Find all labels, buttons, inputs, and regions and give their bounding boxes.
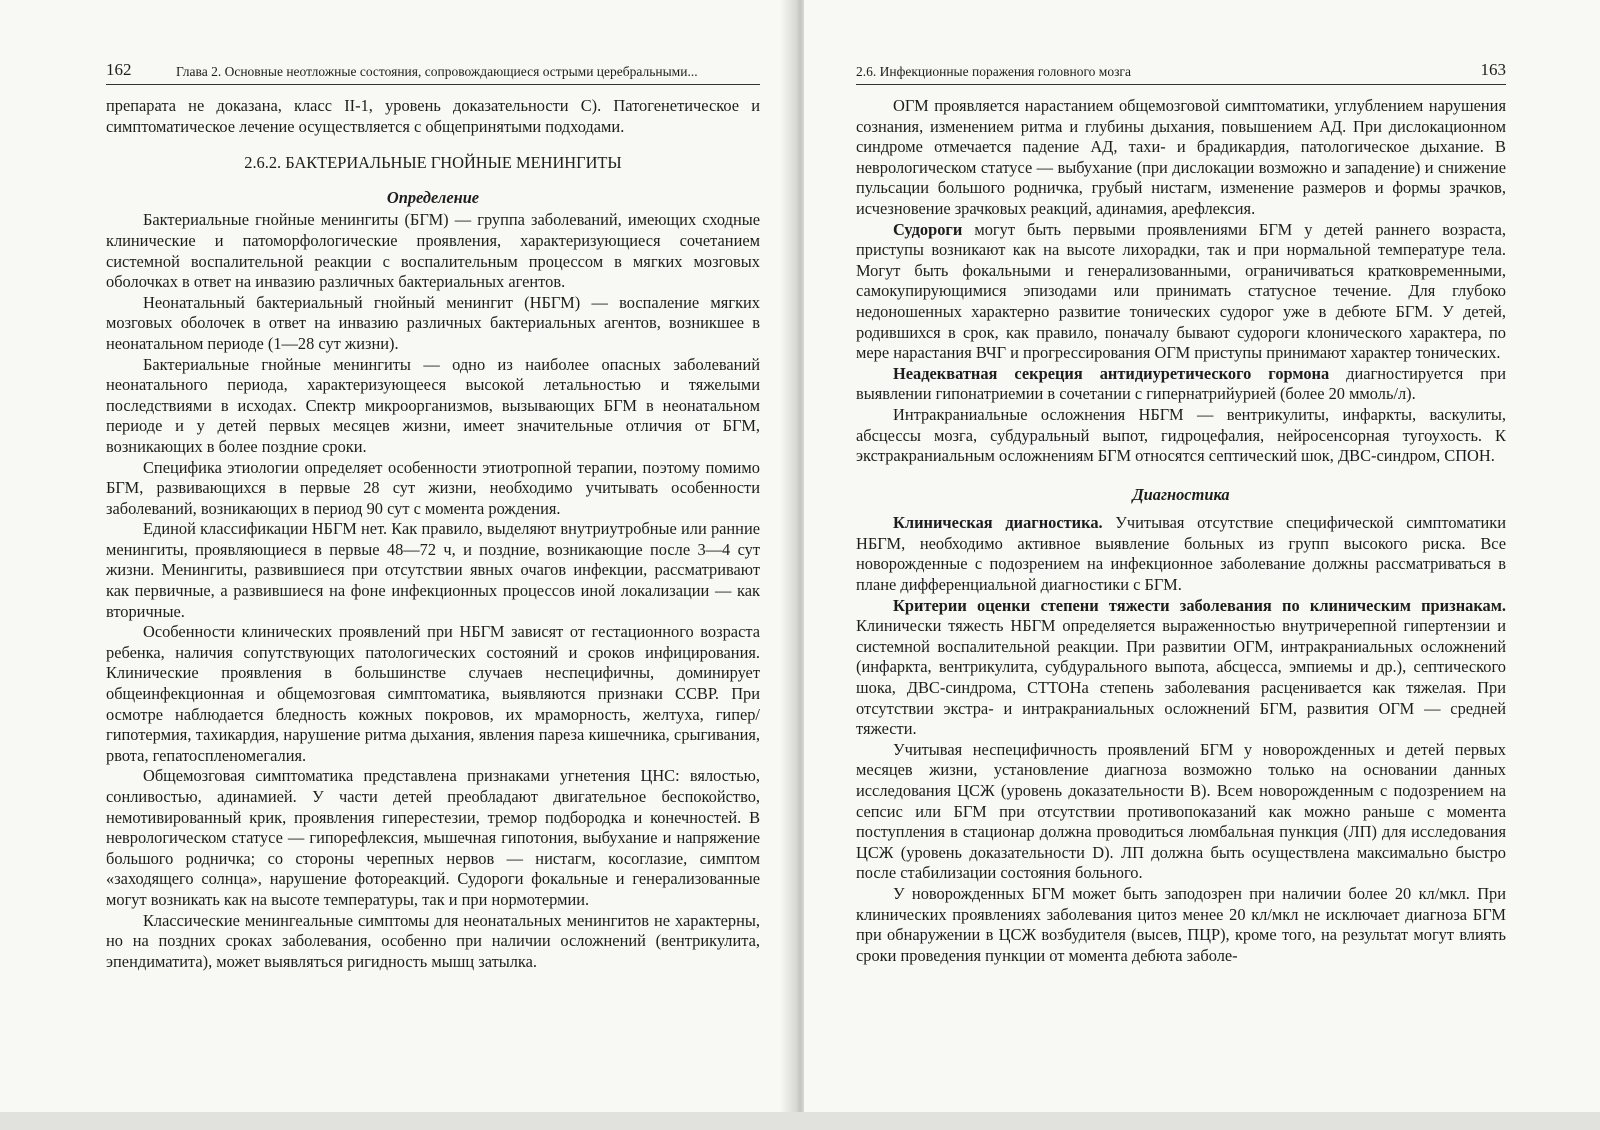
bold-term: Неадекватная секреция антидиуретического гормона: [893, 363, 1330, 383]
bold-term: Судороги: [893, 219, 963, 239]
left-page: [0, 0, 796, 1130]
paragraph: Бактериальные гнойные менингиты (БГМ) — группа заболеваний, имеющих сходные клинические и патоморфологические проявления, характеризующиеся сочетанием системной воспалительной реакции с воспалительным процессом в мягких мозговых оболочках в ответ на инвазию различных бактериальных агентов.: [106, 210, 760, 292]
paragraph: [856, 364, 1506, 405]
paragraph: [856, 513, 1506, 595]
paragraph-text: Учитывая отсутствие специфической симптоматики НБГМ, необходимо активное выявление больных из групп высокого риска. Все новорожденные с подозрением на инфекционное заболевание должны рассматриваться в плане дифференциальной диагностики с БГМ.: [856, 513, 1506, 595]
left-page-number: 162: [106, 60, 132, 79]
paragraph-text: Клинически тяжесть НБГМ определяется выраженностью внутричерепной гипертензии и системной воспалительной реакции. При развитии ОГМ, интракраниальных осложнений (инфаркта, вентрикулита, субдурального выпота, абсцесса, эмпиемы и др.), септического шока, ДВС-синдрома, СТТОНа степень заболевания расценивается как тяжелая. При отсутствии экстра- и интракраниальных осложнений БГМ, развития ОГМ — средней тяжести.: [856, 616, 1506, 739]
paragraph: Особенности клинических проявлений при НБГМ зависят от гестационного возраста ребенка, наличия сопутствующих патологических состояний и сроков инфицирования. Клинические проявления в большинстве случаев неспецифичны, доминирует общеинфекционная и общемозговая симптоматика, выявляются признаки ССВР. При осмотре наблюдается бледность кожных покровов, их мраморность, желтуха, гипер/гипотермия, тахикардия, нарушение ритма дыхания, явления пареза кишечника, срыгивания, рвота, гепатоспленомегалия.: [106, 622, 760, 765]
subheading-diagnostics: Диагностика: [1132, 484, 1230, 504]
bold-term: Клиническая диагностика.: [893, 513, 1103, 533]
paragraph: препарата не доказана, класс II-1, уровень доказательности С). Патогенетическое и симптоматическое лечение осуществляется с общепринятыми подходами.: [106, 96, 760, 136]
section-title: 2.6.2. БАКТЕРИАЛЬНЫЕ ГНОЙНЫЕ МЕНИНГИТЫ: [244, 153, 622, 173]
paragraph: Учитывая неспецифичность проявлений БГМ у новорожденных и детей первых месяцев жизни, установление диагноза возможно только на основании данных исследования ЦСЖ (уровень доказательности В). Всем новорожденным с подозрением на сепсис или БГМ при отсутствии противопоказаний как можно раньше с момента поступления в стационар должна проводиться люмбальная пункция (ЛП) для исследования ЦСЖ (уровень доказательности D). ЛП должна быть осуществлена максимально быстро после стабилизации состояния больного.: [856, 739, 1506, 883]
right-running-header: [856, 62, 1506, 85]
paragraph: У новорожденных БГМ может быть заподозрен при наличии более 20 кл/мкл. При клинических проявлениях заболевания цитоз менее 20 кл/мкл не исключает диагноза БГМ при обнаружении в ЦСЖ возбудителя (высев, ПЦР), кроме того, на результат могут влиять сроки проведения пункции от момента дебюта заболе-: [856, 883, 1506, 965]
paragraph: Общемозговая симптоматика представлена признаками угнетения ЦНС: вялостью, сонливостью, адинамией. У части детей преобладают двигательное беспокойство, немотивированный крик, проявления гиперестезии, тремор подбородка и конечностей. В неврологическом статусе — гипорефлексия, мышечная гипотония, выбухание и напряжение большого родничка; со стороны черепных нервов — нистагм, косоглазие, симптом «заходящего солнца», нарушение фотореакций. Судороги фокальные и генерализованные могут возникать как на высоте температуры, так и при нормотермии.: [106, 766, 760, 909]
left-body-text: [106, 96, 760, 972]
left-running-header: [106, 62, 760, 85]
left-running-head-text: Глава 2. Основные неотложные состояния, сопровождающиеся острыми церебральными...: [176, 64, 698, 79]
paragraph: [856, 220, 1506, 364]
right-page: [804, 0, 1600, 1130]
paragraph: ОГМ проявляется нарастанием общемозговой симптоматики, углублением нарушения сознания, изменением ритма и глубины дыхания, повышением АД. При дислокационном синдроме отмечается падение АД, тахи- и брадикардия, патологическое дыхание. В неврологическом статусе — выбухание (при дислокации возможно и западение) и снижение пульсации большого родничка, грубый нистагм, изменение размеров и формы зрачков, исчезновение зрачковых реакций, адинамия, арефлексия.: [856, 96, 1506, 218]
paragraph: Единой классификации НБГМ нет. Как правило, выделяют внутриутробные или ранние менингиты, проявляющиеся в первые 48—72 ч, и поздние, возникающие после 3—4 сут жизни. Менингиты, развившиеся при отсутствии явных очагов инфекции, рассматривают как первичные, а развившиеся на фоне инфекционных процессов иной локализации — как вторичные.: [106, 519, 760, 621]
paragraph: [856, 596, 1506, 740]
paragraph: Классические менингеальные симптомы для неонатальных менингитов не характерны, но на поздних сроках заболевания, особенно при наличии осложнений (вентрикулита, эпендиматита), может выявляться ригидность мышц затылка.: [106, 910, 760, 971]
right-page-number: 163: [1480, 60, 1506, 79]
paragraph-text: диагностируется при выявлении гипонатриемии в сочетании с гипернатрийурией (более 20 ммоль/л).: [856, 363, 1506, 404]
paragraph: Бактериальные гнойные менингиты — одно из наиболее опасных заболеваний неонатального периода, характеризующееся высокой летальностью и тяжелыми последствиями в исходах. Спектр микроорганизмов, вызывающих БГМ в неонатальном периоде и у детей первых месяцев жизни, имеет значительные отличия от БГМ, возникающих в более поздние сроки.: [106, 354, 760, 456]
scan-bottom-edge: [0, 1112, 1600, 1130]
paragraph: Специфика этиологии определяет особенности этиотропной терапии, поэтому помимо БГМ, развивающихся в первые 28 сут жизни, необходимо учитывать особенности заболеваний, возникающих в период 90 сут с момента рождения.: [106, 457, 760, 518]
bold-term: Критерии оценки степени тяжести заболевания по клиническим признакам.: [893, 595, 1506, 615]
paragraph-text: могут быть первыми проявлениями БГМ у детей раннего возраста, приступы возникают как на высоте лихорадки, так и при нормальной температуре тела. Могут быть фокальными и генерализованными, ограничиваться кратковременными, самокупирующимися эпизодами или принимать статусное течение. Для глубоко недоношенных характерно развитие тонических судорог уже в дебюте БГМ. У детей, родившихся в срок, как правило, поначалу бывают судороги клонического характера, по мере нарастания ВЧГ и прогрессирования ОГМ приступы принимают характер тонических.: [856, 219, 1506, 363]
paragraph: Интракраниальные осложнения НБГМ — вентрикулиты, инфаркты, васкулиты, абсцессы мозга, субдуральный выпот, гидроцефалия, нейросенсорная тугоухость. К экстракраниальным осложнениям БГМ относятся септический шок, ДВС-синдром, СПОН.: [856, 404, 1506, 466]
right-body-text: [856, 96, 1506, 966]
paragraph: Неонатальный бактериальный гнойный менингит (НБГМ) — воспаление мягких мозговых оболочек в ответ на инвазию различных бактериальных агентов, возникшее в неонатальном периоде (1—28 сут жизни).: [106, 292, 760, 353]
subheading-definition: Определение: [386, 187, 480, 207]
right-running-head-text: 2.6. Инфекционные поражения головного мозга: [856, 64, 1131, 79]
